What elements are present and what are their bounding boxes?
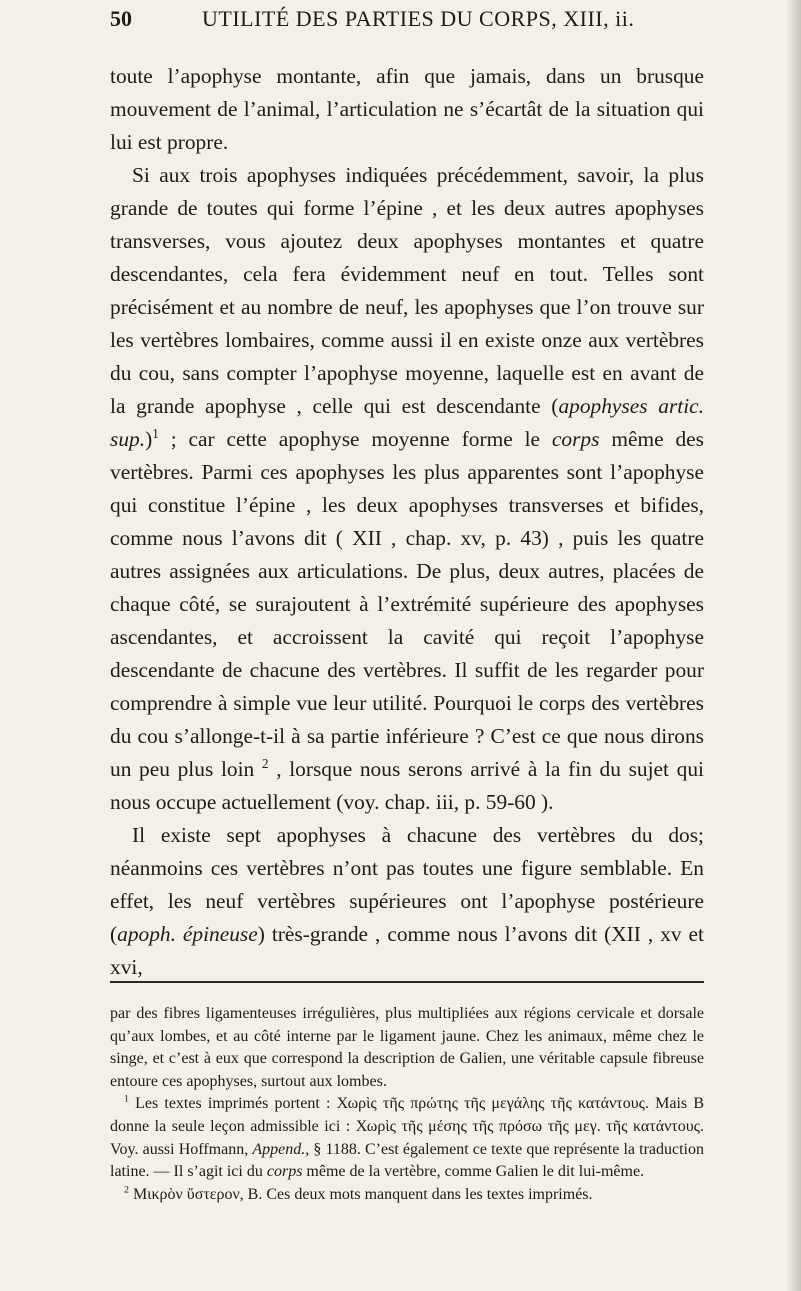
paragraph: toute l’apophyse montante, afin que jamais, dans un brusque mouvement de l’animal, l’articulation ne s’écartât de la situation qui lui est propre. (110, 64, 704, 154)
text-run: Il existe sept apophyses à chacune des vertèbres du dos; néanmoins ces vertèbres n’ont pas toutes une figure semblable. En effet, les neuf vertèbres supérieures ont l’apophyse postérieure ( (110, 823, 704, 946)
italic-text: apoph. épineuse (117, 922, 258, 946)
italic-text: corps (551, 427, 600, 451)
text-run: ) (145, 427, 153, 451)
text-run: même des vertèbres. Parmi ces apophyses les plus apparentes sont l’apophyse qui constitue l’épine , les deux apophyses transverses et bifides, comme nous l’avons dit ( XII , chap. xv, p. 43) , puis les quatre autres assignées aux articulations. De plus, deux autres, placées de chaque côté, se surajoutent à l’extrémité supérieure des apophyses ascendantes, et accroissent la cavité qui reçoit l’apophyse descendante de chacune des vertèbres. Il suffit de les regarder pour comprendre à simple vue leur utilité. Pourquoi le corps des vertèbres du cou s’allonge-t-il à sa partie inférieure ? C’est ce que nous dirons un peu plus loin (110, 427, 704, 781)
italic-text: apophyses artic. sup. (110, 394, 704, 451)
footnote-ref-2[interactable]: 2 (261, 755, 269, 771)
main-text (110, 60, 704, 984)
text-run: ) très-grande , comme nous l’avons dit (XII , xv et xvi, (110, 922, 704, 979)
italic-text: corps (266, 1163, 303, 1181)
text-run: ; car cette apophyse moyenne forme le (158, 427, 552, 451)
footnote-1 (110, 1093, 704, 1183)
footnote-2 (110, 1184, 704, 1207)
italic-text: Append. (252, 1140, 306, 1158)
paragraph (110, 159, 704, 819)
footnotes (110, 1003, 704, 1206)
running-title: UTILITÉ DES PARTIES DU CORPS, XIII, ii. (202, 6, 635, 31)
text-run: même de la vertèbre, comme Galien le dit lui-même. (302, 1163, 645, 1181)
text-run: Si aux trois apophyses indiquées précédemment, savoir, la plus grande de toutes qui forme l’épine , et les deux autres apophyses transverses, vous ajoutez deux apophyses montantes et quatre descendantes, cela fera évidemment neuf en tout. Telles sont précisément et au nombre de neuf, les apophyses que l’on trouve sur les vertèbres lombaires, comme aussi il en existe onze aux vertèbres du cou, sans compter l’apophyse moyenne, laquelle est en avant de la grande apophyse , celle qui est descendante ( (110, 163, 704, 418)
page-edge (787, 0, 801, 1291)
page-number: 50 (110, 6, 132, 31)
footnote-mark: 2 (124, 1184, 129, 1196)
footnote-continuation: par des fibres ligamenteuses irrégulières, plus multipliées aux régions cervicale et dorsale qu’aux lombes, et au côté interne par le ligament jaune. Chez les animaux, même chez le singe, et c’est à eux que correspond la description de Galien, une véritable capsule fibreuse entoure ces apophyses, surtout aux lombes. (110, 1005, 704, 1090)
page-header (110, 6, 702, 40)
footnote-separator (110, 981, 704, 983)
paragraph (110, 819, 704, 984)
text-run: Μικρὸν ὕστερον, B. Ces deux mots manquent dans les textes imprimés. (128, 1185, 593, 1203)
text-run: , lorsque nous serons arrivé à la fin du sujet qui nous occupe actuellement (voy. chap. iii, p. 59-60 ). (110, 757, 704, 814)
footnote-mark: 1 (124, 1094, 129, 1106)
text-run: Les textes imprimés portent : Χωρὶς τῆς πρώτης τῆς μεγάλης τῆς κατάντους. Mais B donne la seule leçon admissible ici : Χωρὶς τῆς μέσης τῆς πρόσω τῆς μεγ. τῆς κατάντους. Voy. aussi Hoffmann, (110, 1095, 704, 1158)
footnote-ref-1[interactable]: 1 (152, 425, 159, 441)
text-run: , § 1188. C’est également ce texte que représente la traduction latine. — Il s’agit ici du (110, 1140, 705, 1181)
